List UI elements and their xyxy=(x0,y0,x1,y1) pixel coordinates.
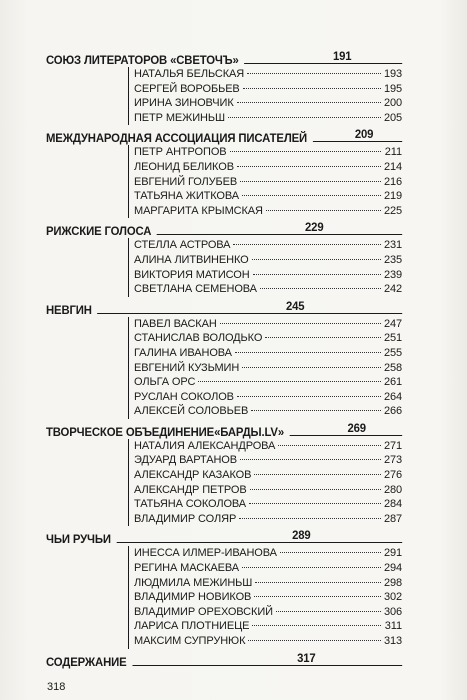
section-title: ЧЬИ РУЧЬИ xyxy=(46,532,111,547)
section-title: СОЮЗ ЛИТЕРАТОРОВ «СВЕТОЧЪ» xyxy=(46,53,239,67)
section-title: МЕЖДУНАРОДНАЯ АССОЦИАЦИЯ ПИСАТЕЛЕЙ xyxy=(46,131,308,146)
entry-page-number: 291 xyxy=(383,547,402,560)
dot-leader xyxy=(239,518,381,519)
toc-section xyxy=(46,526,402,648)
toc-entry xyxy=(134,483,402,498)
author-name: ЭДУАРД ВАРТАНОВ xyxy=(134,454,237,467)
toc-entry xyxy=(134,204,402,219)
dot-leader xyxy=(242,195,381,196)
section-page-number: 317 xyxy=(297,650,316,665)
dot-leader xyxy=(240,459,381,460)
author-name: СТЕЛЛА АСТРОВА xyxy=(134,239,231,252)
toc-entry xyxy=(134,111,402,126)
author-name: НАТАЛИЯ АЛЕКСАНДРОВА xyxy=(134,439,276,452)
author-name: АЛЕКСАНДР КАЗАКОВ xyxy=(134,469,252,482)
dot-leader xyxy=(237,102,381,103)
dot-leader xyxy=(251,410,381,411)
entry-page-number: 264 xyxy=(383,390,402,403)
toc-entry xyxy=(134,331,402,346)
author-name: СВЕТЛАНА СЕМЕНОВА xyxy=(134,283,257,296)
entry-list xyxy=(128,145,402,218)
dot-leader xyxy=(233,244,381,245)
entry-list xyxy=(128,546,402,648)
toc-entry xyxy=(134,634,402,649)
section-title: РИЖСКИЕ ГОЛОСА xyxy=(46,224,152,239)
entry-page-number: 200 xyxy=(383,97,402,110)
author-name: ЕВГЕНИЙ КУЗЬМИН xyxy=(134,361,240,374)
toc-entry xyxy=(134,590,402,605)
entry-page-number: 219 xyxy=(383,190,402,203)
entry-page-number: 261 xyxy=(383,376,402,389)
author-name: РЕГИНА МАСКАЕВА xyxy=(134,562,239,575)
toc-entry xyxy=(134,512,402,527)
toc-entry xyxy=(134,145,402,160)
author-name: ПАВЕЛ ВАСКАН xyxy=(134,317,217,330)
author-name: СТАНИСЛАВ ВОЛОДЬКО xyxy=(134,332,263,345)
dot-leader xyxy=(235,352,381,353)
entry-page-number: 273 xyxy=(383,454,402,467)
toc-entry xyxy=(134,497,402,512)
dot-leader xyxy=(250,489,381,490)
toc-section xyxy=(46,649,402,669)
entry-page-number: 298 xyxy=(383,576,402,589)
section-rule xyxy=(290,421,402,436)
section-page-number: 289 xyxy=(292,528,311,543)
author-name: ВЛАДИМИР ОРЕХОВСКИЙ xyxy=(134,605,273,618)
entry-page-number: 302 xyxy=(383,591,402,604)
entry-page-number: 231 xyxy=(383,239,402,252)
section-heading xyxy=(46,125,402,145)
section-page-number: 245 xyxy=(285,298,305,313)
toc-section xyxy=(46,218,402,296)
author-name: ВЛАДИМИР НОВИКОВ xyxy=(134,591,252,604)
toc-entry xyxy=(134,67,402,82)
toc-entry xyxy=(134,546,402,561)
toc-entry xyxy=(134,390,402,405)
dot-leader xyxy=(237,396,381,397)
entry-page-number: 214 xyxy=(383,160,402,173)
entry-page-number: 205 xyxy=(383,111,402,124)
section-title: ТВОРЧЕСКОЕ ОБЪЕДИНЕНИЕ«БАРДЫ.LV» xyxy=(46,424,285,439)
entry-page-number: 271 xyxy=(383,439,402,452)
entry-page-number: 276 xyxy=(383,469,402,482)
author-name: ОЛЬГА ОРС xyxy=(134,376,196,389)
toc-entry xyxy=(134,160,402,175)
dot-leader xyxy=(220,323,381,324)
toc-entry xyxy=(134,561,402,576)
entry-page-number: 242 xyxy=(383,283,402,296)
toc-section xyxy=(46,419,402,527)
toc-entry xyxy=(134,453,402,468)
toc-entry xyxy=(134,468,402,483)
toc-entry xyxy=(134,605,402,620)
author-name: АЛЕКСАНДР ПЕТРОВ xyxy=(134,483,247,496)
author-name: ПЕТР АНТРОПОВ xyxy=(134,146,227,159)
toc-section xyxy=(46,47,402,125)
author-name: ЕВГЕНИЙ ГОЛУБЕВ xyxy=(134,175,238,188)
author-name: ГАЛИНА ИВАНОВА xyxy=(134,346,232,359)
dot-leader xyxy=(266,210,381,211)
dot-leader xyxy=(252,259,381,260)
dot-leader xyxy=(249,503,381,504)
toc-section xyxy=(46,297,402,419)
entry-list xyxy=(128,439,402,527)
dot-leader xyxy=(230,151,381,152)
section-title: СОДЕРЖАНИЕ xyxy=(46,654,127,669)
entry-page-number: 306 xyxy=(383,605,402,618)
author-name: ВЛАДИМИР СОЛЯР xyxy=(134,512,237,525)
toc-entry xyxy=(134,238,402,253)
author-name: АЛЕКСЕЙ СОЛОВЬЕВ xyxy=(134,405,249,418)
section-heading xyxy=(46,649,402,669)
section-heading xyxy=(46,526,402,546)
author-name: МАРГАРИТА КРЫМСКАЯ xyxy=(134,204,263,217)
entry-page-number: 211 xyxy=(384,146,402,159)
dot-leader xyxy=(242,567,381,568)
section-heading xyxy=(46,419,402,439)
dot-leader xyxy=(254,474,381,475)
author-name: АЛИНА ЛИТВИНЕНКО xyxy=(134,253,249,266)
entry-page-number: 247 xyxy=(383,317,402,330)
toc-entry xyxy=(134,404,402,419)
entry-page-number: 216 xyxy=(383,175,402,188)
entry-page-number: 258 xyxy=(383,361,402,374)
entry-page-number: 311 xyxy=(384,620,402,633)
dot-leader xyxy=(228,117,381,118)
section-page-number: 209 xyxy=(354,127,374,142)
dot-leader xyxy=(242,367,381,368)
toc-entry xyxy=(134,361,402,376)
dot-leader xyxy=(253,274,381,275)
dot-leader xyxy=(265,337,381,338)
dot-leader xyxy=(255,582,381,583)
toc-section xyxy=(46,125,402,218)
section-rule xyxy=(244,49,402,64)
dot-leader xyxy=(260,288,381,289)
author-name: ЛЮДМИЛА МЕЖИНЬШ xyxy=(134,576,253,589)
entry-page-number: 287 xyxy=(383,512,402,525)
entry-page-number: 284 xyxy=(383,498,402,511)
section-page-number: 269 xyxy=(347,420,366,435)
section-rule xyxy=(132,651,402,666)
page-number: 318 xyxy=(47,681,66,693)
dot-leader xyxy=(247,73,381,74)
entry-page-number: 294 xyxy=(383,562,402,575)
section-heading xyxy=(46,218,402,238)
entry-page-number: 235 xyxy=(383,253,402,266)
entry-page-number: 225 xyxy=(383,204,402,217)
section-rule xyxy=(97,299,401,314)
dot-leader xyxy=(278,445,381,446)
entry-page-number: 313 xyxy=(383,635,402,647)
author-name: ТАТЬЯНА СОКОЛОВА xyxy=(134,498,247,511)
toc-entry xyxy=(134,439,402,454)
author-name: ЛЕОНИД БЕЛИКОВ xyxy=(134,160,234,173)
entry-page-number: 266 xyxy=(383,405,402,418)
toc-entry xyxy=(134,253,402,268)
section-heading xyxy=(46,47,402,67)
dot-leader xyxy=(252,625,381,626)
author-name: РУСЛАН СОКОЛОВ xyxy=(134,390,234,403)
toc-entry xyxy=(134,282,402,297)
author-name: ИРИНА ЗИНОВЧИК xyxy=(134,97,234,110)
table-of-contents xyxy=(46,47,402,669)
section-rule xyxy=(157,220,402,235)
toc-entry xyxy=(134,317,402,332)
entry-list xyxy=(128,67,402,125)
author-name: МАКСИМ СУПРУНЮК xyxy=(134,635,246,647)
entry-list xyxy=(128,317,402,419)
dot-leader xyxy=(254,596,381,597)
entry-page-number: 193 xyxy=(383,68,402,80)
section-heading xyxy=(46,297,402,317)
author-name: НАТАЛЬЯ БЕЛЬСКАЯ xyxy=(134,68,245,80)
entry-list xyxy=(128,238,402,296)
section-page-number: 229 xyxy=(305,220,324,235)
toc-entry xyxy=(134,96,402,111)
author-name: ПЕТР МЕЖИНЬШ xyxy=(134,111,225,124)
author-name: ИНЕССА ИЛМЕР-ИВАНОВА xyxy=(134,547,277,560)
entry-page-number: 251 xyxy=(383,332,402,345)
dot-leader xyxy=(237,166,381,167)
entry-page-number: 255 xyxy=(383,346,402,359)
dot-leader xyxy=(280,552,381,553)
entry-page-number: 280 xyxy=(383,483,402,496)
author-name: ЛАРИСА ПЛОТНИЕЦЕ xyxy=(134,620,250,633)
entry-page-number: 195 xyxy=(383,82,402,95)
author-name: ТАТЬЯНА ЖИТКОВА xyxy=(134,190,239,203)
section-rule xyxy=(313,127,402,142)
toc-entry xyxy=(134,175,402,190)
toc-entry xyxy=(134,576,402,591)
toc-entry xyxy=(134,268,402,283)
dot-leader xyxy=(248,640,381,641)
author-name: ВИКТОРИЯ МАТИСОН xyxy=(134,268,250,281)
dot-leader xyxy=(276,611,381,612)
toc-entry xyxy=(134,189,402,204)
dot-leader xyxy=(198,381,381,382)
toc-entry xyxy=(134,619,402,634)
author-name: СЕРГЕЙ ВОРОБЬЕВ xyxy=(134,82,240,95)
section-rule xyxy=(116,528,401,543)
section-title: НЕВГИН xyxy=(46,302,92,317)
toc-entry xyxy=(134,375,402,390)
dot-leader xyxy=(243,88,381,89)
toc-entry xyxy=(134,82,402,97)
entry-page-number: 239 xyxy=(383,268,402,281)
toc-entry xyxy=(134,346,402,361)
section-page-number: 191 xyxy=(332,49,352,63)
dot-leader xyxy=(240,181,381,182)
